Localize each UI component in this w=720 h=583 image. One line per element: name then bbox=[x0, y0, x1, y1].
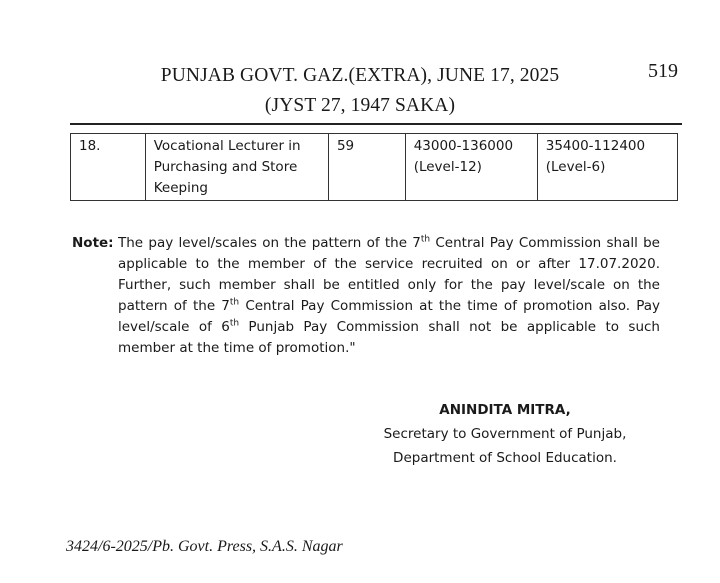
note-section bbox=[72, 233, 660, 359]
table-row bbox=[71, 134, 678, 201]
header-rule bbox=[70, 123, 682, 125]
signature-block bbox=[380, 398, 630, 470]
note-label: Note: bbox=[72, 235, 114, 251]
gazette-date-saka: (JYST 27, 1947 SAKA) bbox=[264, 95, 456, 116]
note-text: The pay level/scales on the pattern of the 7th Central Pay Commission shall be applicable to the member of the service recruited on or after 17.07.2020. Further, such member shall be entitled only for the pay level/scale on the pattern of the 7th Central Pay Commission at the time of promotion also. Pay level/scale of 6th Punjab Pay Commission shall not be applicable to such member at the time of promotion." bbox=[118, 234, 660, 356]
pay-scale-7th: 43000-136000 bbox=[413, 138, 514, 154]
pay-scale-6th: 35400-112400 bbox=[545, 138, 646, 154]
press-footer: 3424/6-2025/Pb. Govt. Press, S.A.S. Nagar bbox=[66, 538, 343, 555]
gazette-header bbox=[0, 62, 720, 120]
pay-level-6th: (Level-6) bbox=[545, 159, 606, 175]
signatory-department: Department of School Education. bbox=[393, 450, 617, 466]
cell-6th-ppc-pay bbox=[537, 134, 677, 201]
cell-serial-number: 18. bbox=[71, 134, 146, 201]
cell-7th-cpc-pay bbox=[405, 134, 537, 201]
signatory-name: ANINDITA MITRA, bbox=[439, 402, 571, 418]
pay-level-7th: (Level-12) bbox=[413, 159, 482, 175]
page-number: 519 bbox=[648, 60, 678, 82]
cell-post-name: Vocational Lecturer in Purchasing and Store Keeping bbox=[145, 134, 328, 201]
pay-scale-table bbox=[70, 133, 678, 201]
gazette-title: PUNJAB GOVT. GAZ.(EXTRA), JUNE 17, 2025 bbox=[160, 65, 560, 86]
signatory-designation: Secretary to Government of Punjab, bbox=[383, 426, 627, 442]
cell-number-of-posts: 59 bbox=[328, 134, 405, 201]
